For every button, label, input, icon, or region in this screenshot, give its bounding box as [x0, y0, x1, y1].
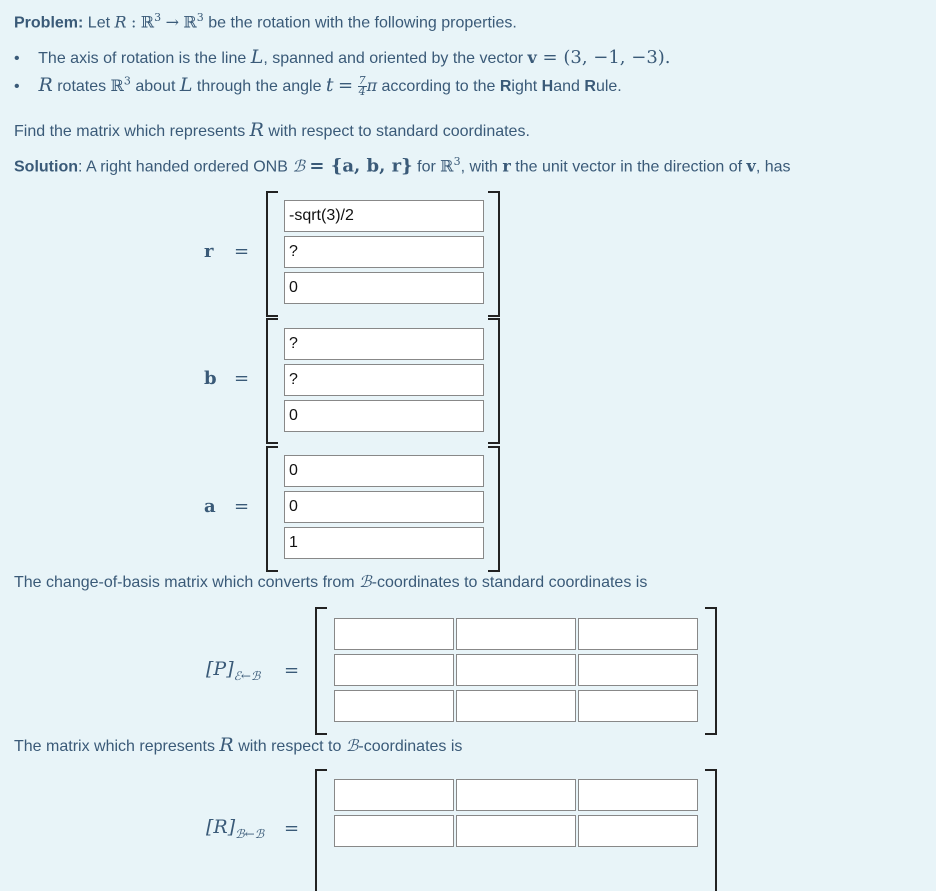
rhr-ight: ight	[511, 78, 538, 95]
vector-a-left-bracket	[266, 446, 278, 572]
vector-a-entry-1[interactable]	[284, 455, 484, 487]
matrix-P-cell-2-1[interactable]	[334, 654, 454, 686]
rhr-R: R	[499, 78, 512, 95]
bullet-angle-L: L	[179, 74, 193, 96]
matrix-R-label-text: [R]	[206, 816, 236, 838]
bullet-angle-R3-exp: 3	[123, 74, 131, 88]
matrix-P-cell-1-1[interactable]	[334, 618, 454, 650]
vector-a-eq: =	[234, 496, 250, 517]
vector-r-right-bracket	[488, 191, 500, 317]
matrix-R-cell-2-2[interactable]	[456, 815, 576, 847]
vector-a-label: a	[204, 496, 216, 517]
solution-R3-exp: 3	[453, 155, 461, 168]
problem-codomain: ℝ	[183, 12, 197, 32]
rhr-and: and	[553, 78, 580, 95]
angle-pi: π	[366, 76, 378, 95]
matrix-R-cell-1-2[interactable]	[456, 779, 576, 811]
problem-codomain-exp: 3	[196, 11, 204, 24]
rhr-H: H	[541, 78, 554, 95]
problem-domain: ℝ	[140, 12, 155, 32]
problem-arrow: →	[165, 12, 179, 32]
bullet-angle-t: t	[325, 74, 334, 96]
vector-a-entry-2[interactable]	[284, 491, 484, 523]
bullet-axis	[14, 46, 671, 68]
vector-r-entry-3[interactable]	[284, 272, 484, 304]
matrix-P-cell-3-2[interactable]	[456, 690, 576, 722]
find-statement	[14, 119, 530, 141]
angle-fraction-den: 4	[358, 85, 366, 99]
solution-text-c: , with	[460, 158, 498, 176]
matrix-P-cell-2-2[interactable]	[456, 654, 576, 686]
find-text-a: Find the matrix which represents	[14, 123, 246, 140]
bullet-angle-R: R	[38, 74, 53, 96]
find-text-b: with respect to standard coordinates.	[268, 123, 530, 140]
vector-b-label: b	[204, 368, 217, 389]
bullet-angle-text-d: according to the	[381, 78, 496, 95]
vector-r-left-bracket	[266, 191, 278, 317]
matrix-P-right-bracket	[705, 607, 717, 735]
bullet-angle-eq: =	[338, 75, 354, 96]
matrix-R-eq: =	[284, 818, 300, 839]
matrix-R-left-bracket	[315, 769, 327, 891]
rotation-matrix-R: R	[219, 734, 234, 756]
matrix-R-right-bracket	[705, 769, 717, 891]
vector-b-entry-1[interactable]	[284, 328, 484, 360]
matrix-R-cell-2-1[interactable]	[334, 815, 454, 847]
bullet-dot: •	[14, 78, 20, 95]
matrix-P-cell-1-2[interactable]	[456, 618, 576, 650]
matrix-P-left-bracket	[315, 607, 327, 735]
vector-r-entry-2[interactable]	[284, 236, 484, 268]
rhr-ule: ule.	[595, 78, 622, 95]
solution-set: = {a, b, r}	[309, 155, 413, 177]
rotation-matrix-B: ℬ	[345, 736, 359, 755]
matrix-P-subscript: ℰ←ℬ	[233, 668, 261, 683]
find-R: R	[249, 119, 264, 141]
solution-text-a: : A right handed ordered ONB	[77, 158, 288, 176]
problem-R: R	[114, 12, 127, 32]
vector-b-entry-2[interactable]	[284, 364, 484, 396]
change-basis-text-a: The change-of-basis matrix which converts from	[14, 574, 355, 591]
vector-b-right-bracket	[488, 318, 500, 444]
bullet-angle-text-b: about	[135, 78, 176, 95]
matrix-P-label	[206, 658, 260, 683]
rotation-matrix-text-b: with respect to	[238, 738, 342, 755]
problem-rest: be the rotation with the following properties.	[208, 14, 517, 32]
problem-colon: :	[131, 12, 137, 32]
solution-v: v	[746, 156, 756, 176]
solution-text-b: for	[417, 158, 436, 176]
matrix-P-cell-3-1[interactable]	[334, 690, 454, 722]
bullet-angle-text-a: rotates	[57, 78, 107, 95]
solution-r: r	[502, 156, 511, 176]
bullet-axis-text-b: , spanned and oriented by the vector	[263, 50, 524, 67]
solution-text-d: the unit vector in the direction of	[515, 158, 743, 176]
vector-a-entry-3[interactable]	[284, 527, 484, 559]
matrix-P-cell-3-3[interactable]	[578, 690, 698, 722]
matrix-P-label-text: [P]	[206, 658, 234, 680]
rotation-matrix-statement	[14, 734, 462, 756]
matrix-R-cell-2-3[interactable]	[578, 815, 698, 847]
bullet-angle	[14, 74, 622, 97]
problem-let: Let	[87, 14, 111, 32]
bullet-axis-text-a: The axis of rotation is the line	[38, 50, 247, 67]
problem-label: Problem:	[14, 14, 84, 32]
vector-r-entry-1[interactable]	[284, 200, 484, 232]
rhr-R2: R	[584, 78, 596, 95]
vector-b-left-bracket	[266, 318, 278, 444]
change-basis-text-b: -coordinates to standard coordinates is	[371, 574, 648, 591]
bullet-dot: •	[14, 50, 20, 67]
matrix-P-eq: =	[284, 660, 300, 681]
vector-r-label: r	[204, 241, 214, 262]
bullet-axis-vector-value: = (3, −1, −3).	[536, 47, 671, 68]
vector-r-eq: =	[234, 241, 250, 262]
solution-B: ℬ	[292, 156, 305, 176]
angle-fraction	[358, 76, 367, 97]
solution-R3: ℝ	[440, 156, 454, 176]
matrix-R-cell-1-1[interactable]	[334, 779, 454, 811]
bullet-axis-v: v	[527, 48, 537, 67]
problem-statement	[14, 11, 517, 32]
vector-b-eq: =	[234, 368, 250, 389]
problem-domain-exp: 3	[154, 11, 162, 24]
bullet-angle-text-c: through the angle	[196, 78, 322, 95]
matrix-P-cell-1-3[interactable]	[578, 618, 698, 650]
rotation-matrix-text-a: The matrix which represents	[14, 738, 215, 755]
rotation-matrix-text-c: -coordinates is	[358, 738, 463, 755]
change-basis-B: ℬ	[359, 572, 372, 591]
solution-label: Solution	[14, 158, 78, 176]
matrix-R-label	[206, 816, 264, 841]
bullet-axis-L: L	[250, 46, 264, 68]
matrix-R-subscript: ℬ←ℬ	[235, 826, 265, 841]
solution-statement	[14, 155, 791, 176]
bullet-angle-R3: ℝ	[110, 76, 124, 95]
angle-fraction-num: 7	[358, 74, 366, 88]
vector-a-right-bracket	[488, 446, 500, 572]
matrix-P-cell-2-3[interactable]	[578, 654, 698, 686]
vector-b-entry-3[interactable]	[284, 400, 484, 432]
solution-text-e: , has	[755, 158, 791, 176]
matrix-R-cell-1-3[interactable]	[578, 779, 698, 811]
change-basis-statement	[14, 572, 647, 592]
